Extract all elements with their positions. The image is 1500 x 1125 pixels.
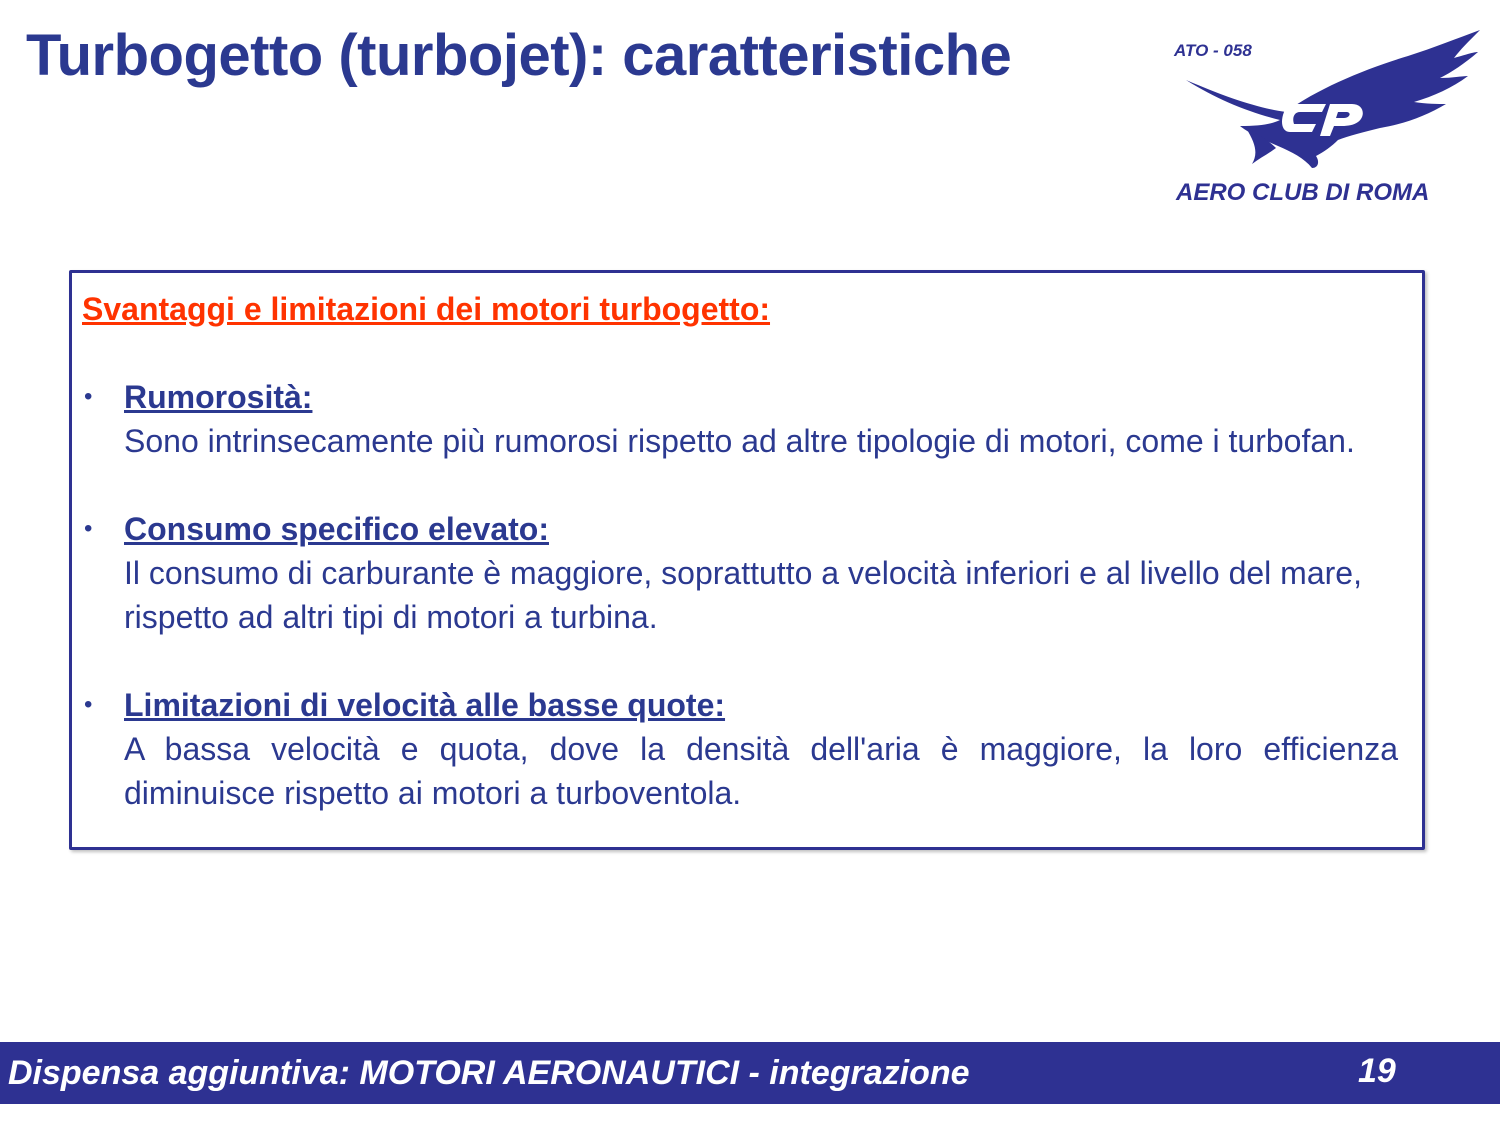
logo-name: AERO CLUB DI ROMA xyxy=(1176,179,1430,206)
bullet-icon: • xyxy=(84,515,93,542)
footer-title: Dispensa aggiuntiva: MOTORI AERONAUTICI - integrazione xyxy=(8,1054,970,1092)
footer-bar xyxy=(0,1042,1500,1104)
list-item xyxy=(82,507,1412,639)
list-item xyxy=(82,683,1412,815)
aero-club-logo xyxy=(1168,28,1484,210)
item-text-noise: Sono intrinsecamente più rumorosi rispetto ad altre tipologie di motori, come i turbofan. xyxy=(124,423,1355,459)
page-number: 19 xyxy=(1358,1052,1396,1090)
logo-code: ATO - 058 xyxy=(1174,41,1252,60)
item-text-speed-limits: A bassa velocità e quota, dove la densità dell'aria è maggiore, la loro efficienza diminuisce rispetto ai motori a turboventola. xyxy=(124,731,1398,811)
list-item xyxy=(82,375,1412,463)
item-title-speed-limits: Limitazioni di velocità alle basse quote: xyxy=(124,687,726,723)
panel-heading: Svantaggi e limitazioni dei motori turbogetto: xyxy=(82,291,771,327)
page-title: Turbogetto (turbojet): caratteristiche xyxy=(26,23,1012,88)
item-title-noise: Rumorosità: xyxy=(124,379,313,415)
eagle-logo-icon xyxy=(1168,28,1484,210)
item-title-consumption: Consumo specifico elevato: xyxy=(124,511,549,547)
bullet-icon: • xyxy=(84,691,93,718)
bullet-icon: • xyxy=(84,383,93,410)
item-text-consumption: Il consumo di carburante è maggiore, soprattutto a velocità inferiori e al livello del mare, rispetto ad altri tipi di motori a turbina. xyxy=(124,555,1362,635)
disadvantages-panel xyxy=(69,270,1425,850)
